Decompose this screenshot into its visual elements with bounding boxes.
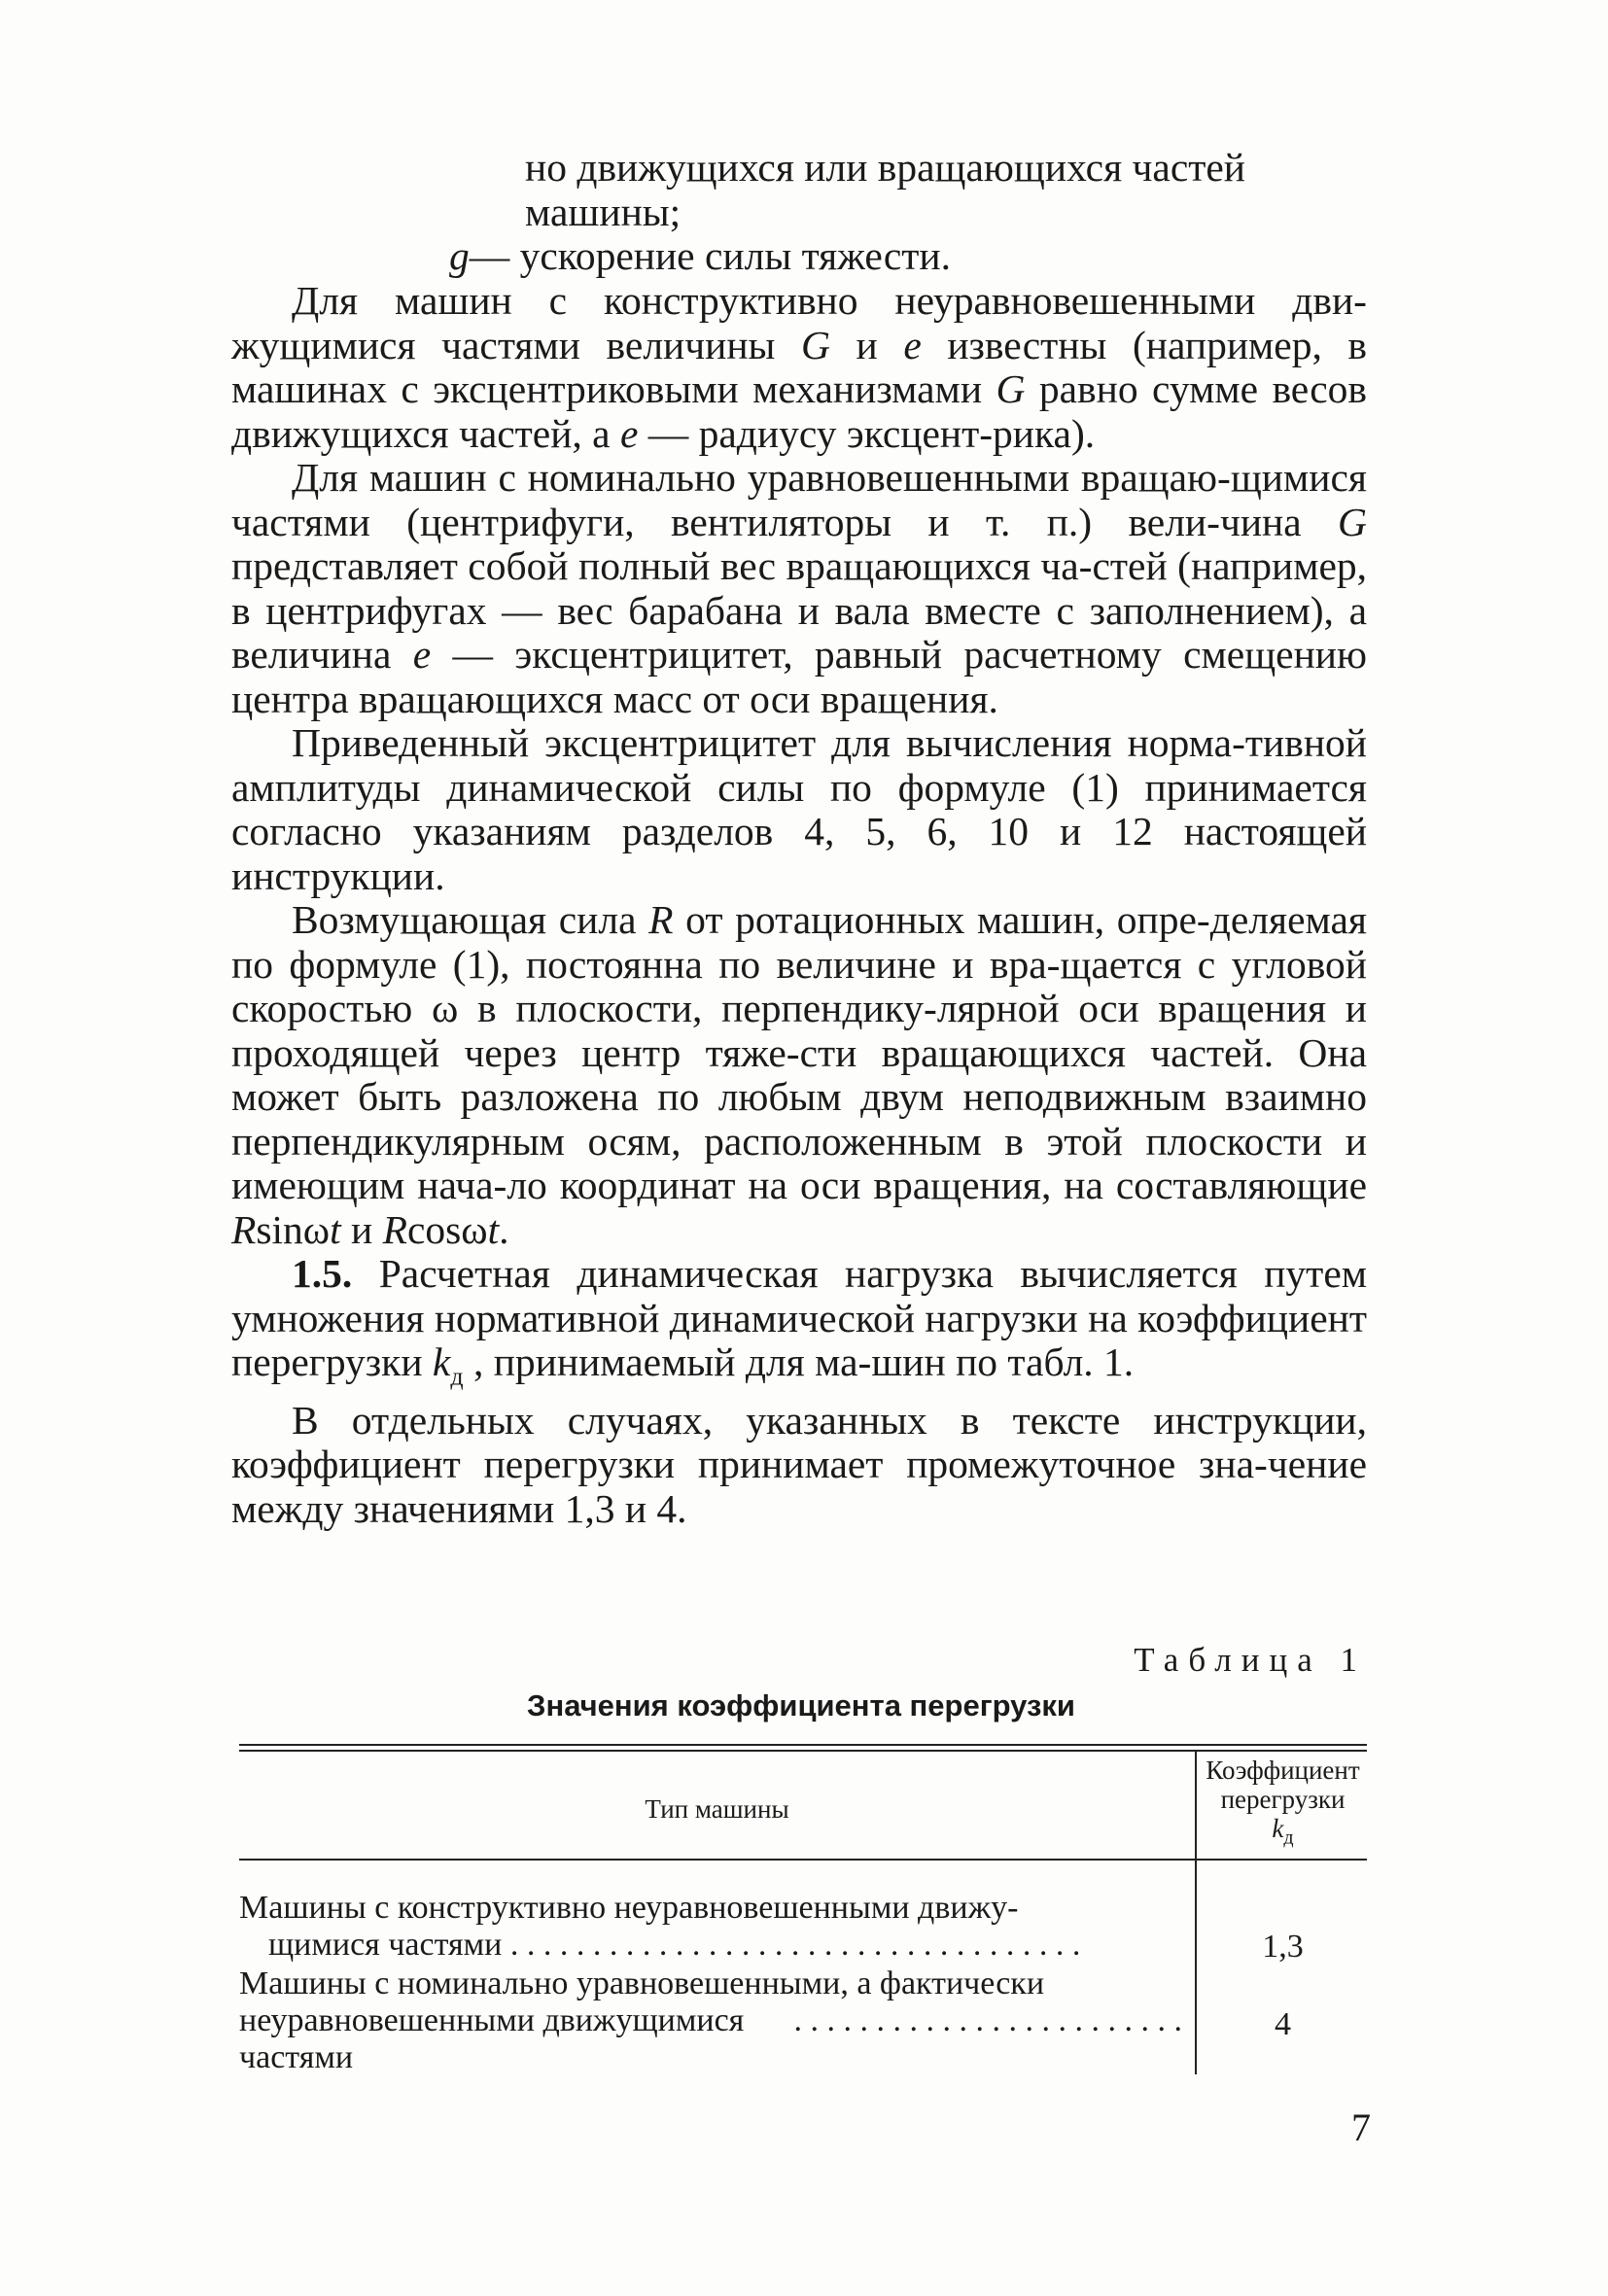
overload-table bbox=[239, 1744, 1367, 2074]
paragraph-4: Возмущающая сила R от ротационных машин, опре-деляемая по формуле (1), постоянна по величине и вра-щается с угловой скоростью ω в плоскости, перпендику-лярной оси вращения и проходящей через центр тяже-сти вращающихся частей. Она может быть разложена по любым двум неподвижным взаимно перпендикулярным осям, расположенным в этой плоскости и имеющим нача-ло координат на оси вращения, на составляющие Rsinωt и Rcosωt. bbox=[231, 897, 1367, 1252]
table-row: Машины с номинально уравновешенными, а фактически неуравновешенными движущимися частями . . . . . . . . . . . . . . . . . . . . . . . . bbox=[239, 1966, 1182, 2075]
continuation-line-2: машины; bbox=[525, 189, 682, 234]
table-row-value: 1,3 bbox=[1262, 1929, 1304, 1965]
paragraph-1: Для машин с конструктивно неуравновешенными дви-жущимися частями величины G и e известны (например, в машинах с эксцентриковыми механизмами G равно сумме весов движущихся частей, а e — радиусу эксцент-рика). bbox=[231, 278, 1368, 456]
paragraph-6: В отдельных случаях, указанных в тексте инструкции, коэффициент перегрузки принимает промежуточное зна-чение между значениями 1,3 и 4. bbox=[231, 1397, 1367, 1531]
g-text: — ускорение силы тяжести. bbox=[469, 233, 951, 278]
paragraph-5: 1.5. Расчетная динамическая нагрузка вычисляется путем умножения нормативной динамической нагрузки на коэффициент перегрузки $k_д$ , принимаемый для ма-шин по табл. 1. bbox=[231, 1251, 1367, 1391]
table-column-divider bbox=[1195, 1750, 1197, 2074]
table-top-rule bbox=[239, 1744, 1367, 1746]
paragraph-2: Для машин с номинально уравновешенными вращаю-щимися частями (центрифуги, вентиляторы и т. п.) вели-чина G представляет собой полный вес вращающихся ча-стей (например, в центрифугах — вес барабана и вала вместе с заполнением), а величина e — эксцентрицитет, равный расчетному смещению центра вращающихся масс от оси вращения. bbox=[231, 455, 1367, 721]
table-row: Машины с конструктивно неуравновешенными движу- щимися частями . . . . . . . . . . . . . . . . . . . . . . . . . . . . . . . . . . . bbox=[239, 1890, 1081, 1963]
section-number: 1.5. bbox=[292, 1251, 353, 1296]
table-caption-number: Таблица 1 bbox=[1134, 1641, 1367, 1679]
table-row-value: 4 bbox=[1275, 2006, 1291, 2042]
paragraph-3: Приведенный эксцентрицитет для вычисления норма-тивной амплитуды динамической силы по формуле (1) принимается согласно указаниям разделов 4, 5, 6, 10 и 12 настоящей инструкции. bbox=[231, 720, 1367, 898]
table-title: Значения коэффициента перегрузки bbox=[527, 1688, 1075, 1722]
continuation-block bbox=[525, 146, 1367, 234]
table-top-rule-2 bbox=[239, 1750, 1367, 1752]
header-machine-type: Тип машины bbox=[645, 1794, 789, 1824]
table-header-rule bbox=[239, 1859, 1367, 1861]
continuation-line-1: но движущихся или вращающихся частей bbox=[525, 145, 1246, 190]
g-definition bbox=[449, 234, 1367, 279]
page-number: 7 bbox=[1351, 2105, 1371, 2149]
main-text bbox=[231, 279, 1367, 1531]
header-coefficient: Коэффициент перегрузки $k_д$ bbox=[1206, 1756, 1360, 1849]
g-symbol: g bbox=[449, 233, 470, 278]
